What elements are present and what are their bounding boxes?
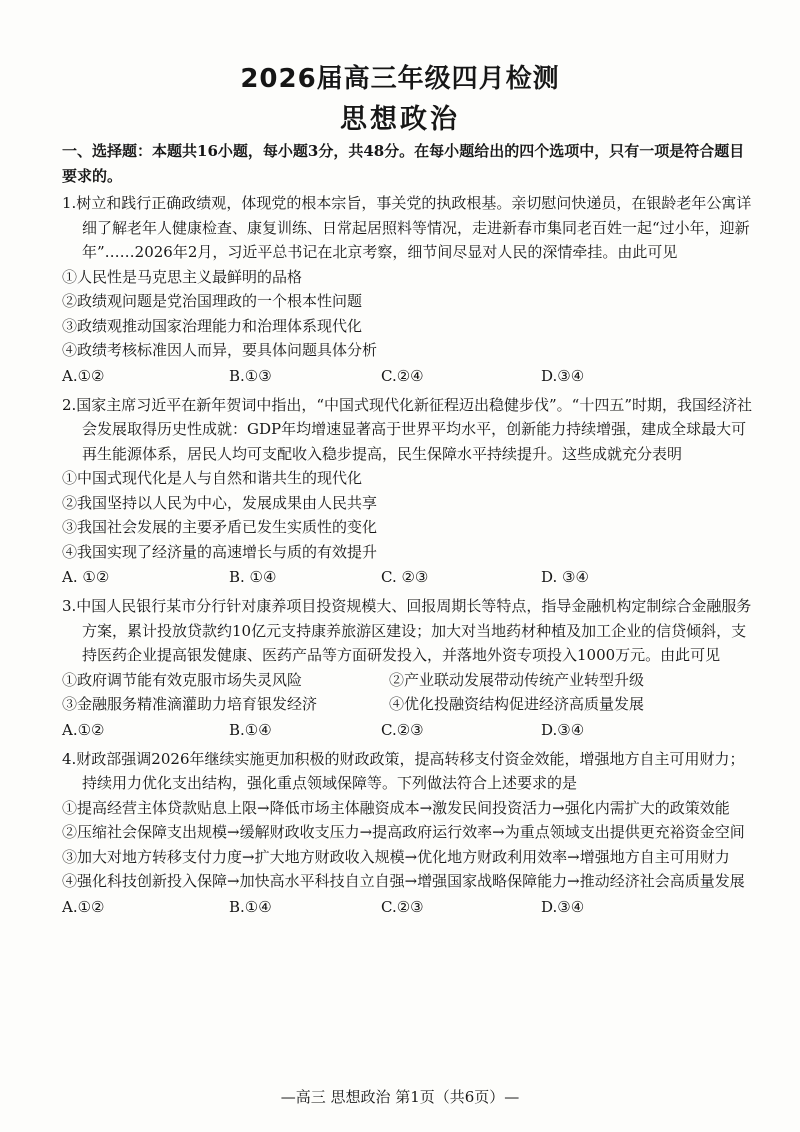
statement-3: ③金融服务精准滴灌助力培育银发经济 [62,695,318,713]
statement-2: ②产业联动发展带动传统产业转型升级 [389,670,645,689]
question-3 [62,594,752,744]
statement-3: ③政绩观推动国家治理能力和治理体系现代化 [62,316,363,335]
choice-a: A.①② [62,366,105,385]
choice-d: D.③④ [541,897,585,916]
answer-choices [62,894,752,921]
subject-title: 思想政治 [340,104,460,135]
question-stem: 2.国家主席习近平在新年贺词中指出，“中国式现代化新征程迈出稳健步伐”。“十四五”时期，我国经济社会发展取得历史性成就：GDP年均增速显著高于世界平均水平，创新能力持续增强，建成全球最大可再生能源体系，居民人均可支配收入稳步提高，民生保障水平持续提升。这些成就充分表明 [62,395,752,463]
choice-a: A.①② [62,720,105,739]
statement-1: ①提高经营主体贷款贴息上限→降低市场主体融资成本→激发民间投资活力→强化内需扩大的政策效能 [62,798,730,817]
question-2 [62,393,752,592]
question-stem: 3.中国人民银行某市分行针对康养项目投资规模大、回报周期长等特点，指导金融机构定制综合金融服务方案，累计投放贷款约10亿元支持康养旅游区建设；加大对当地药材种植及加工企业的信贷倾斜，支持医药企业提高银发健康、医药产品等方面研发投入，并落地外资专项投入1000万元。由此可见 [62,597,752,664]
choice-c: C.②④ [381,366,424,385]
choice-d: D.③④ [541,366,585,385]
exam-content [62,139,752,921]
statement-3: ③加大对地方转移支付力度→扩大地方财政收入规模→优化地方财政利用效率→增强地方自主可用财力 [62,847,730,866]
statement-4: ④强化科技创新投入保障→加快高水平科技自立自强→增强国家战略保障能力→推动经济社会高质量发展 [62,872,745,890]
choice-c: C.②③ [381,897,424,916]
statement-3: ③我国社会发展的主要矛盾已发生实质性的变化 [62,518,378,536]
answer-choices [62,564,752,591]
statement-row [62,692,752,717]
choice-d: D. ③④ [541,568,589,587]
statement-1: ①人民性是马克思主义最鲜明的品格 [62,267,303,286]
choice-c: C.②③ [381,720,424,739]
statement-4: ④政绩考核标准因人而异，要具体问题具体分析 [62,341,378,359]
question-stem: 1.树立和践行正确政绩观，体现党的根本宗旨，事关党的执政根基。亲切慰问快递员，在银龄老年公寓详细了解老年人健康检查、康复训练、日常起居照料等情况，走进新春市集同老百姓一起“过小年，迎新年”……2026年2月，习近平总书记在北京考察，细节间尽显对人民的深情牵挂。由此可见 [62,194,752,261]
answer-choices [62,717,752,744]
statement-2: ②压缩社会保障支出规模→缓解财政收支压力→提高政府运行效率→为重点领域支出提供更充裕资金空间 [62,823,745,841]
statement-4: ④优化投融资结构促进经济高质量发展 [389,695,645,713]
answer-choices [62,363,752,390]
section-instructions: 一、选择题：本题共16小题，每小题3分，共48分。在每小题给出的四个选项中，只有一项是符合题目要求的。 [62,142,745,185]
choice-c: C. ②③ [381,568,429,587]
choice-a: A.①② [62,897,105,916]
statement-4: ④我国实现了经济量的高速增长与质的有效提升 [62,542,378,561]
question-1 [62,191,752,390]
choice-b: B. ①④ [229,568,277,587]
choice-b: B.①③ [229,366,272,385]
choice-b: B.①④ [229,897,272,916]
statement-1: ①政府调节能有效克服市场失灵风险 [62,670,303,689]
question-stem: 4.财政部强调2026年继续实施更加积极的财政政策，提高转移支付资金效能，增强地方自主可用财力；持续用力优化支出结构，强化重点领域保障等。下列做法符合上述要求的是 [62,749,745,792]
statement-2: ②政绩观问题是党治国理政的一个根本性问题 [62,292,363,310]
question-4 [62,747,752,921]
statement-2: ②我国坚持以人民为中心，发展成果由人民共享 [62,493,378,512]
exam-title: 2026届高三年级四月检测 [240,64,560,94]
statement-row [62,668,752,693]
choice-a: A. ①② [62,568,110,587]
page-footer: —高三 思想政治 第1页（共6页）— [280,1088,520,1106]
statement-1: ①中国式现代化是人与自然和谐共生的现代化 [62,469,363,487]
choice-b: B.①④ [229,720,272,739]
choice-d: D.③④ [541,720,585,739]
